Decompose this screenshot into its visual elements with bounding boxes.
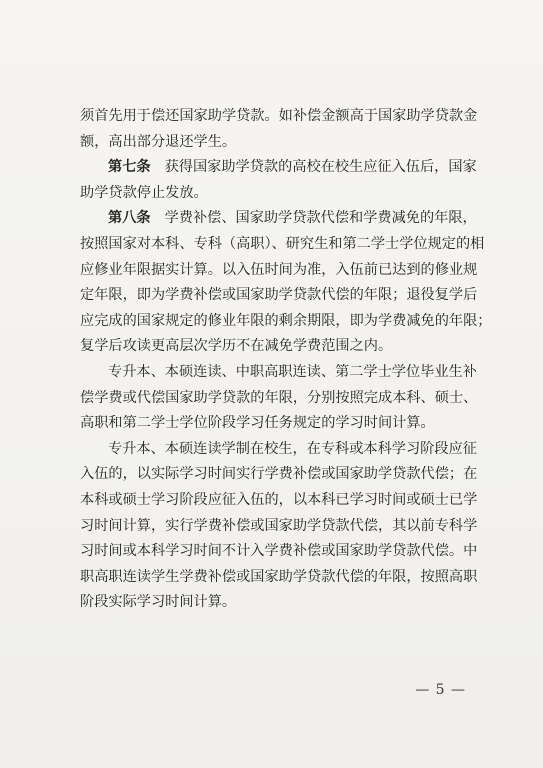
article-7-line-1: 第七条 获得国家助学贷款的高校在校生应征入伍后，国家 — [108, 159, 477, 176]
article-8-line-2: 按照国家对本科、专科（高职）、研究生和第二学士学位规定的相 — [80, 235, 485, 252]
paragraph-4-line-1: 专升本、本硕连读学制在校生，在专科或本科学习阶段应征 — [108, 440, 477, 457]
article-7-line-2: 助学贷款停止发放。 — [80, 184, 208, 201]
paragraph-4-line-7: 阶段实际学习时间计算。 — [80, 594, 237, 611]
document-body — [80, 104, 492, 616]
article-8-line-5: 应完成的国家规定的修业年限的剩余期限，即为学费减免的年限； — [80, 312, 492, 329]
article-8-line-1: 第八条 学费补偿、国家助学贷款代偿和学费减免的年限， — [108, 210, 477, 227]
paragraph-3-line-2: 偿学费或代偿国家助学贷款的年限，分别按照完成本科、硕士、 — [80, 389, 478, 406]
page-number: — 5 — — [415, 682, 466, 698]
article-8-heading: 第八条 — [108, 210, 151, 227]
paragraph-4-line-3: 本科或硕士学习阶段应征入伍的，以本科已学习时间或硕士已学 — [80, 491, 478, 508]
text-line-2: 额，高出部分退还学生。 — [80, 133, 237, 150]
paragraph-4-line-4: 习时间计算，实行学费补偿或国家助学贷款代偿，其以前专科学 — [80, 517, 478, 534]
paragraph-3-line-1: 专升本、本硕连读、中职高职连读、第二学士学位毕业生补 — [108, 363, 477, 380]
article-8-line-4: 定年限，即为学费补偿或国家助学贷款代偿的年限；退役复学后 — [80, 287, 478, 304]
article-7-heading: 第七条 — [108, 159, 151, 176]
paragraph-4-line-6: 职高职连读学生学费补偿或国家助学贷款代偿的年限，按照高职 — [80, 568, 478, 585]
article-8-line-3: 应修业年限据实计算。以入伍时间为准，入伍前已达到的修业规 — [80, 261, 478, 278]
paragraph-4-line-2: 入伍的，以实际学习时间实行学费补偿或国家助学贷款代偿；在 — [80, 466, 478, 483]
paragraph-4-line-5: 习时间或本科学习时间不计入学费补偿或国家助学贷款代偿。中 — [80, 543, 478, 560]
paragraph-3-line-3: 高职和第二学士学位阶段学习任务规定的学习时间计算。 — [80, 415, 435, 432]
text-line-1: 须首先用于偿还国家助学贷款。如补偿金额高于国家助学贷款金 — [80, 108, 478, 124]
article-8-line-6: 复学后攻读更高层次学历不在减免学费范围之内。 — [80, 338, 393, 355]
